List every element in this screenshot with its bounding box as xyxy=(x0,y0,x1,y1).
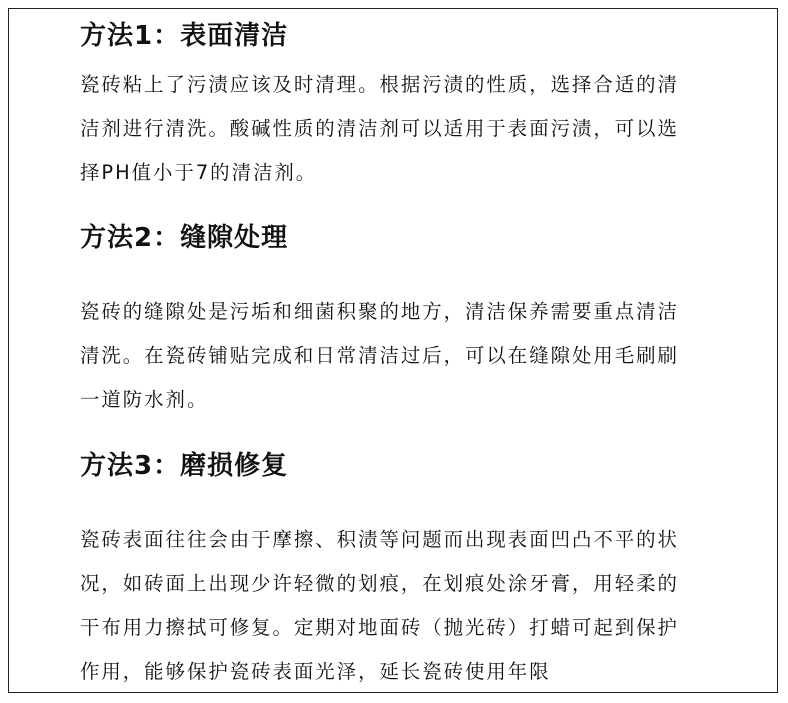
section-body-wear-repair xyxy=(80,518,679,694)
body-line: 瓷砖粘上了污渍应该及时清理。根据污渍的性质，选择合适的清 xyxy=(80,73,679,96)
body-line: 洁剂进行清洗。酸碱性质的清洁剂可以适用于表面污渍，可以选 xyxy=(80,117,679,140)
section-body-gap-treatment xyxy=(80,290,679,422)
body-line: 干布用力擦拭可修复。定期对地面砖（抛光砖）打蜡可起到保护 xyxy=(80,616,679,639)
body-line: 瓷砖表面往往会由于摩擦、积渍等问题而出现表面凹凸不平的状 xyxy=(80,528,679,551)
body-line: 清洗。在瓷砖铺贴完成和日常清洁过后，可以在缝隙处用毛刷刷 xyxy=(80,344,679,367)
body-line: 作用，能够保护瓷砖表面光泽，延长瓷砖使用年限 xyxy=(80,660,551,683)
body-line: 一道防水剂。 xyxy=(80,388,209,411)
section-heading-gap-treatment: 方法2：缝隙处理 xyxy=(80,223,289,253)
section-heading-wear-repair: 方法3：磨损修复 xyxy=(80,451,289,481)
body-line: 瓷砖的缝隙处是污垢和细菌积聚的地方，清洁保养需要重点清洁 xyxy=(80,300,679,323)
body-line: 况，如砖面上出现少许轻微的划痕，在划痕处涂牙膏，用轻柔的 xyxy=(80,572,679,595)
body-line: 择PH值小于7的清洁剂。 xyxy=(80,161,318,184)
section-body-surface-cleaning xyxy=(80,63,679,195)
section-heading-surface-cleaning: 方法1：表面清洁 xyxy=(80,21,289,51)
